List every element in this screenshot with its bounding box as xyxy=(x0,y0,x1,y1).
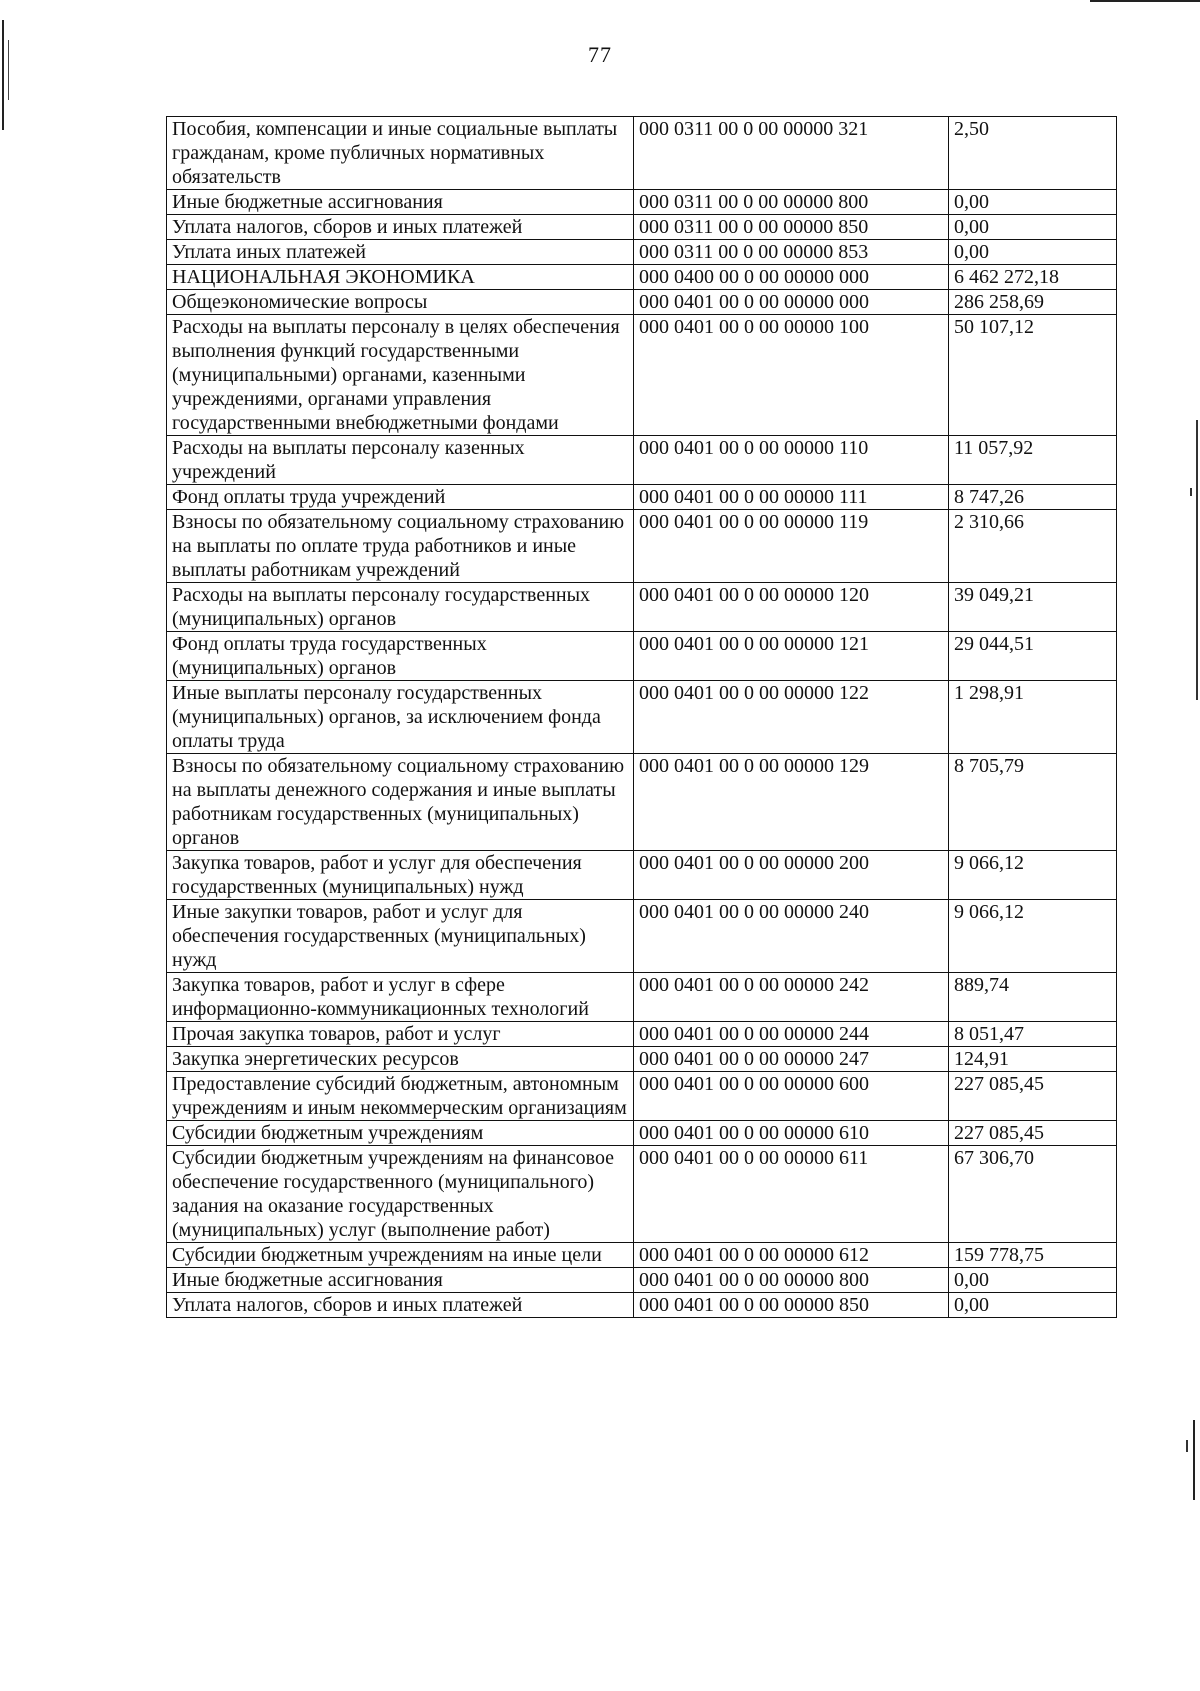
table-row xyxy=(167,900,1117,973)
scan-edge-line xyxy=(1090,0,1200,2)
row-name-cell: Субсидии бюджетным учреждениям xyxy=(167,1121,634,1146)
row-amount-cell: 29 044,51 xyxy=(949,632,1117,681)
table-row xyxy=(167,754,1117,851)
table-row xyxy=(167,215,1117,240)
row-amount-cell: 8 051,47 xyxy=(949,1022,1117,1047)
row-name-cell: Иные бюджетные ассигнования xyxy=(167,1268,634,1293)
row-code-cell: 000 0401 00 0 00 00000 122 xyxy=(634,681,949,754)
row-code-cell: 000 0401 00 0 00 00000 100 xyxy=(634,315,949,436)
row-code-cell: 000 0400 00 0 00 00000 000 xyxy=(634,265,949,290)
row-amount-cell: 159 778,75 xyxy=(949,1243,1117,1268)
budget-table-body xyxy=(167,117,1117,1318)
row-code-cell: 000 0401 00 0 00 00000 110 xyxy=(634,436,949,485)
table-row xyxy=(167,1072,1117,1121)
row-amount-cell: 227 085,45 xyxy=(949,1121,1117,1146)
row-amount-cell: 227 085,45 xyxy=(949,1072,1117,1121)
row-amount-cell: 1 298,91 xyxy=(949,681,1117,754)
row-amount-cell: 124,91 xyxy=(949,1047,1117,1072)
table-row xyxy=(167,485,1117,510)
scan-edge-mark xyxy=(1190,488,1192,496)
page-number: 77 xyxy=(588,42,612,67)
row-name-cell: Иные закупки товаров, работ и услуг для обеспечения государственных (муниципальных) нужд xyxy=(167,900,634,973)
table-row xyxy=(167,1047,1117,1072)
row-amount-cell: 889,74 xyxy=(949,973,1117,1022)
row-code-cell: 000 0401 00 0 00 00000 129 xyxy=(634,754,949,851)
row-code-cell: 000 0401 00 0 00 00000 244 xyxy=(634,1022,949,1047)
row-code-cell: 000 0401 00 0 00 00000 121 xyxy=(634,632,949,681)
row-name-cell: НАЦИОНАЛЬНАЯ ЭКОНОМИКА xyxy=(167,265,634,290)
row-amount-cell: 8 747,26 xyxy=(949,485,1117,510)
row-code-cell: 000 0401 00 0 00 00000 119 xyxy=(634,510,949,583)
row-code-cell: 000 0401 00 0 00 00000 000 xyxy=(634,290,949,315)
row-code-cell: 000 0401 00 0 00 00000 242 xyxy=(634,973,949,1022)
table-row xyxy=(167,190,1117,215)
row-name-cell: Расходы на выплаты персоналу в целях обеспечения выполнения функций государственными (муниципальными) органами, казенными учреждениями, органами управления государственными внебюджетными фондами xyxy=(167,315,634,436)
row-amount-cell: 39 049,21 xyxy=(949,583,1117,632)
row-code-cell: 000 0401 00 0 00 00000 240 xyxy=(634,900,949,973)
row-name-cell: Закупка товаров, работ и услуг для обеспечения государственных (муниципальных) нужд xyxy=(167,851,634,900)
table-row xyxy=(167,1293,1117,1318)
row-amount-cell: 9 066,12 xyxy=(949,900,1117,973)
row-amount-cell: 0,00 xyxy=(949,190,1117,215)
row-amount-cell: 11 057,92 xyxy=(949,436,1117,485)
row-code-cell: 000 0401 00 0 00 00000 800 xyxy=(634,1268,949,1293)
row-code-cell: 000 0401 00 0 00 00000 610 xyxy=(634,1121,949,1146)
row-name-cell: Субсидии бюджетным учреждениям на финансовое обеспечение государственного (муниципального) задания на оказание государственных (муниципальных) услуг (выполнение работ) xyxy=(167,1146,634,1243)
row-name-cell: Уплата налогов, сборов и иных платежей xyxy=(167,215,634,240)
row-name-cell: Иные выплаты персоналу государственных (муниципальных) органов, за исключением фонда оплаты труда xyxy=(167,681,634,754)
row-amount-cell: 67 306,70 xyxy=(949,1146,1117,1243)
budget-table xyxy=(166,116,1117,1318)
row-amount-cell: 2,50 xyxy=(949,117,1117,190)
row-name-cell: Расходы на выплаты персоналу государственных (муниципальных) органов xyxy=(167,583,634,632)
table-row xyxy=(167,851,1117,900)
row-name-cell: Закупка товаров, работ и услуг в сфере информационно-коммуникационных технологий xyxy=(167,973,634,1022)
row-name-cell: Общеэкономические вопросы xyxy=(167,290,634,315)
row-name-cell: Предоставление субсидий бюджетным, автономным учреждениям и иным некоммерческим организациям xyxy=(167,1072,634,1121)
table-row xyxy=(167,290,1117,315)
scan-edge-mark xyxy=(1186,1440,1188,1452)
table-row xyxy=(167,681,1117,754)
table-row xyxy=(167,265,1117,290)
row-code-cell: 000 0311 00 0 00 00000 850 xyxy=(634,215,949,240)
row-amount-cell: 0,00 xyxy=(949,1293,1117,1318)
row-amount-cell: 0,00 xyxy=(949,1268,1117,1293)
row-name-cell: Фонд оплаты труда учреждений xyxy=(167,485,634,510)
row-code-cell: 000 0311 00 0 00 00000 853 xyxy=(634,240,949,265)
row-amount-cell: 9 066,12 xyxy=(949,851,1117,900)
row-name-cell: Иные бюджетные ассигнования xyxy=(167,190,634,215)
row-name-cell: Расходы на выплаты персоналу казенных учреждений xyxy=(167,436,634,485)
table-row xyxy=(167,1146,1117,1243)
table-row xyxy=(167,510,1117,583)
row-amount-cell: 286 258,69 xyxy=(949,290,1117,315)
row-amount-cell: 2 310,66 xyxy=(949,510,1117,583)
row-amount-cell: 0,00 xyxy=(949,215,1117,240)
table-row xyxy=(167,583,1117,632)
row-name-cell: Субсидии бюджетным учреждениям на иные цели xyxy=(167,1243,634,1268)
row-name-cell: Фонд оплаты труда государственных (муниципальных) органов xyxy=(167,632,634,681)
table-row xyxy=(167,436,1117,485)
row-code-cell: 000 0401 00 0 00 00000 600 xyxy=(634,1072,949,1121)
row-code-cell: 000 0401 00 0 00 00000 200 xyxy=(634,851,949,900)
row-name-cell: Взносы по обязательному социальному страхованию на выплаты денежного содержания и иные выплаты работникам государственных (муниципальных) органов xyxy=(167,754,634,851)
scan-edge-mark xyxy=(2,20,4,130)
table-row xyxy=(167,315,1117,436)
table-row xyxy=(167,117,1117,190)
row-code-cell: 000 0401 00 0 00 00000 850 xyxy=(634,1293,949,1318)
row-code-cell: 000 0401 00 0 00 00000 120 xyxy=(634,583,949,632)
scan-edge-mark xyxy=(1193,1420,1195,1500)
row-amount-cell: 0,00 xyxy=(949,240,1117,265)
table-row xyxy=(167,1243,1117,1268)
row-amount-cell: 50 107,12 xyxy=(949,315,1117,436)
table-row xyxy=(167,973,1117,1022)
table-row xyxy=(167,240,1117,265)
row-name-cell: Уплата налогов, сборов и иных платежей xyxy=(167,1293,634,1318)
table-row xyxy=(167,632,1117,681)
row-name-cell: Взносы по обязательному социальному страхованию на выплаты по оплате труда работников и иные выплаты работникам учреждений xyxy=(167,510,634,583)
table-row xyxy=(167,1121,1117,1146)
row-name-cell: Уплата иных платежей xyxy=(167,240,634,265)
row-name-cell: Закупка энергетических ресурсов xyxy=(167,1047,634,1072)
table-row xyxy=(167,1268,1117,1293)
row-name-cell: Прочая закупка товаров, работ и услуг xyxy=(167,1022,634,1047)
row-code-cell: 000 0401 00 0 00 00000 612 xyxy=(634,1243,949,1268)
row-code-cell: 000 0401 00 0 00 00000 111 xyxy=(634,485,949,510)
row-code-cell: 000 0311 00 0 00 00000 321 xyxy=(634,117,949,190)
row-code-cell: 000 0311 00 0 00 00000 800 xyxy=(634,190,949,215)
row-amount-cell: 8 705,79 xyxy=(949,754,1117,851)
row-name-cell: Пособия, компенсации и иные социальные выплаты гражданам, кроме публичных нормативных обязательств xyxy=(167,117,634,190)
table-row xyxy=(167,1022,1117,1047)
row-amount-cell: 6 462 272,18 xyxy=(949,265,1117,290)
scan-edge-mark xyxy=(1196,420,1198,700)
row-code-cell: 000 0401 00 0 00 00000 611 xyxy=(634,1146,949,1243)
row-code-cell: 000 0401 00 0 00 00000 247 xyxy=(634,1047,949,1072)
